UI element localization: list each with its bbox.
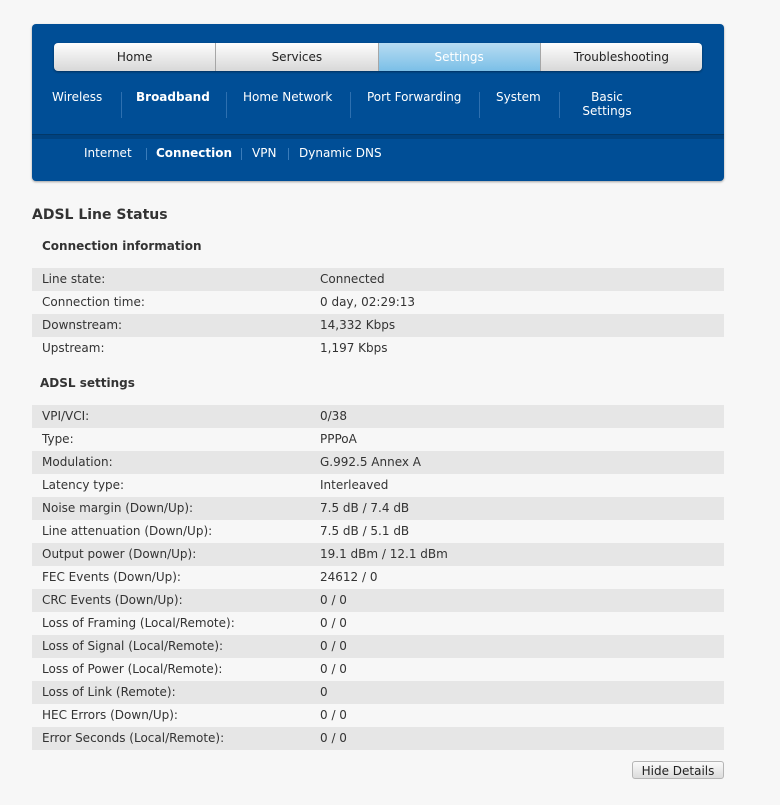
connection-info-table — [32, 268, 724, 360]
table-row — [32, 451, 724, 474]
connection-info-title: Connection information — [42, 239, 202, 253]
table-row — [32, 612, 724, 635]
row-value: 7.5 dB / 7.4 dB — [320, 501, 410, 515]
main-tabs — [54, 43, 702, 71]
tab-services[interactable]: Services — [216, 43, 378, 71]
row-label: Loss of Power (Local/Remote): — [42, 662, 223, 676]
subnav-wireless[interactable]: Wireless — [52, 90, 103, 104]
subnav-separator — [479, 92, 480, 118]
subnav-separator — [559, 92, 560, 118]
subnav-port-forwarding[interactable]: Port Forwarding — [367, 90, 462, 104]
row-value: Connected — [320, 272, 385, 286]
table-row — [32, 704, 724, 727]
table-row — [32, 314, 724, 337]
row-label: Line attenuation (Down/Up): — [42, 524, 213, 538]
subnav-basic-settings-line1: Basic — [591, 90, 623, 104]
row-label: Loss of Signal (Local/Remote): — [42, 639, 224, 653]
subnav-basic-settings-line2: Settings — [582, 104, 632, 118]
row-label: Latency type: — [42, 478, 125, 492]
table-row — [32, 337, 724, 360]
row-value: 7.5 dB / 5.1 dB — [320, 524, 410, 538]
table-row — [32, 681, 724, 704]
row-label: Output power (Down/Up): — [42, 547, 197, 561]
subnav-broadband[interactable]: Broadband — [136, 90, 210, 104]
tab-troubleshooting[interactable]: Troubleshooting — [541, 43, 702, 71]
subnav-separator — [121, 92, 122, 118]
subnav-home-network[interactable]: Home Network — [243, 90, 333, 104]
nav-divider — [32, 134, 724, 139]
subnav-vpn[interactable]: VPN — [252, 146, 277, 160]
row-label: FEC Events (Down/Up): — [42, 570, 181, 584]
settings-subnav — [32, 84, 724, 134]
table-row — [32, 727, 724, 750]
broadband-subnav — [32, 146, 724, 166]
row-value: 0 / 0 — [320, 708, 347, 722]
row-value: 0 / 0 — [320, 731, 347, 745]
row-value: Interleaved — [320, 478, 389, 492]
table-row — [32, 405, 724, 428]
table-row — [32, 268, 724, 291]
table-row — [32, 566, 724, 589]
subnav-separator — [146, 148, 147, 160]
row-value: 1,197 Kbps — [320, 341, 388, 355]
row-label: CRC Events (Down/Up): — [42, 593, 183, 607]
subnav-basic-settings[interactable] — [576, 90, 638, 118]
row-label: Loss of Link (Remote): — [42, 685, 176, 699]
tab-home[interactable]: Home — [54, 43, 216, 71]
row-label: Connection time: — [42, 295, 145, 309]
subnav-separator — [226, 92, 227, 118]
row-value: 14,332 Kbps — [320, 318, 396, 332]
header-bar — [32, 24, 724, 181]
row-label: Modulation: — [42, 455, 113, 469]
row-label: Line state: — [42, 272, 106, 286]
subnav-dynamic-dns[interactable]: Dynamic DNS — [299, 146, 382, 160]
row-label: Type: — [42, 432, 74, 446]
subnav-internet[interactable]: Internet — [84, 146, 132, 160]
row-label: Loss of Framing (Local/Remote): — [42, 616, 235, 630]
hide-details-button[interactable]: Hide Details — [632, 761, 724, 779]
tab-settings[interactable]: Settings — [379, 43, 541, 71]
row-value: 0 / 0 — [320, 639, 347, 653]
row-label: Error Seconds (Local/Remote): — [42, 731, 225, 745]
table-row — [32, 658, 724, 681]
row-label: Noise margin (Down/Up): — [42, 501, 194, 515]
row-label: Downstream: — [42, 318, 123, 332]
table-row — [32, 635, 724, 658]
table-row — [32, 543, 724, 566]
row-label: Upstream: — [42, 341, 105, 355]
row-label: HEC Errors (Down/Up): — [42, 708, 178, 722]
table-row — [32, 520, 724, 543]
table-row — [32, 474, 724, 497]
table-row — [32, 291, 724, 314]
row-value: 0 / 0 — [320, 616, 347, 630]
subnav-separator — [288, 148, 289, 160]
row-value: PPPoA — [320, 432, 357, 446]
adsl-settings-table — [32, 405, 724, 750]
row-label: VPI/VCI: — [42, 409, 90, 423]
subnav-separator — [350, 92, 351, 118]
adsl-settings-title: ADSL settings — [40, 376, 135, 390]
page-title: ADSL Line Status — [32, 207, 168, 223]
subnav-separator — [241, 148, 242, 160]
row-value: 19.1 dBm / 12.1 dBm — [320, 547, 448, 561]
subnav-system[interactable]: System — [496, 90, 541, 104]
row-value: 0/38 — [320, 409, 347, 423]
subnav-connection[interactable]: Connection — [156, 146, 233, 160]
row-value: G.992.5 Annex A — [320, 455, 421, 469]
table-row — [32, 589, 724, 612]
row-value: 0 / 0 — [320, 662, 347, 676]
row-value: 0 / 0 — [320, 593, 347, 607]
table-row — [32, 428, 724, 451]
table-row — [32, 497, 724, 520]
row-value: 0 day, 02:29:13 — [320, 295, 416, 309]
row-value: 24612 / 0 — [320, 570, 378, 584]
row-value: 0 — [320, 685, 328, 699]
